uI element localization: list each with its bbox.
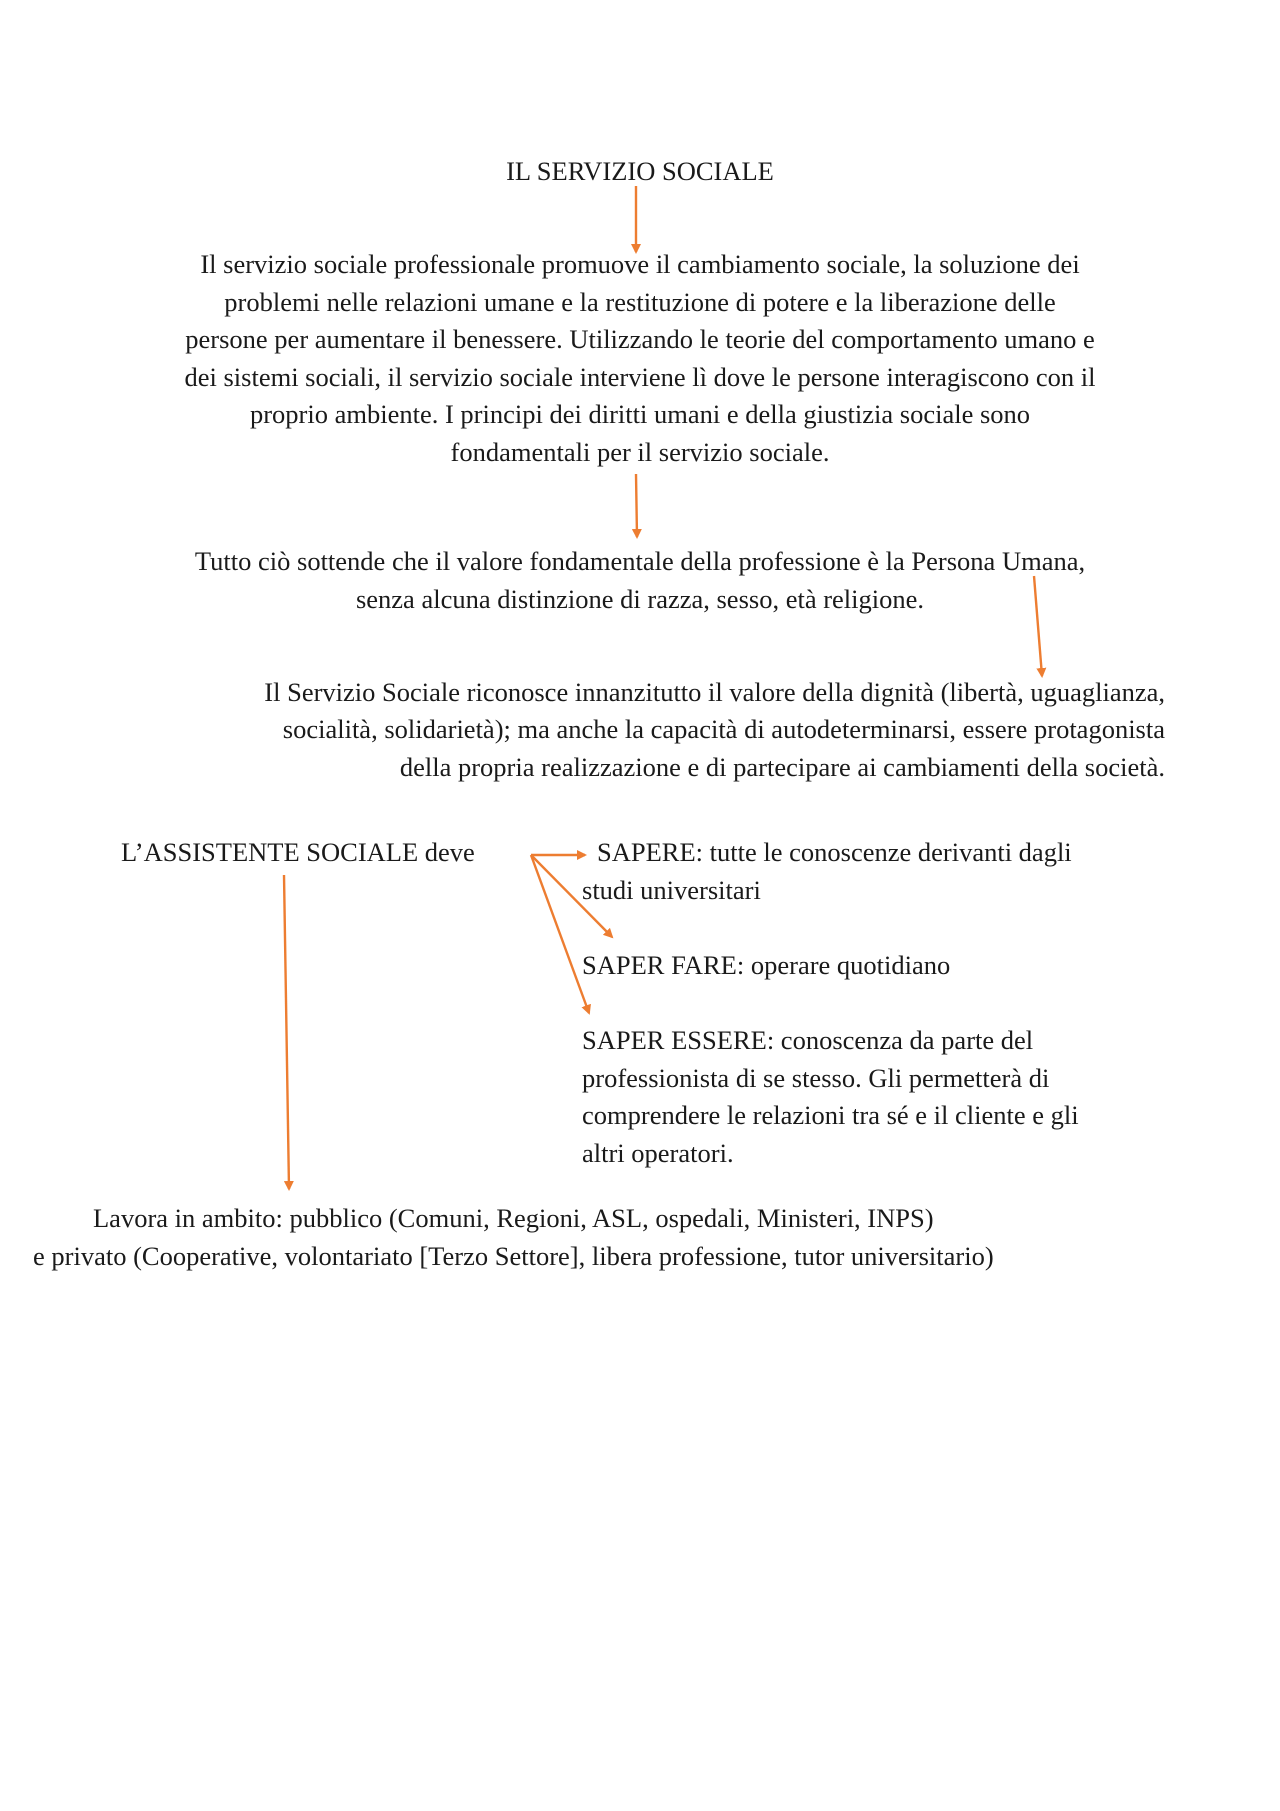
paragraph-line: e privato (Cooperative, volontariato [Terzo Settore], libera professione, tutor universitario) bbox=[33, 1241, 994, 1271]
sapere-line: SAPERE: tutte le conoscenze derivanti dagli bbox=[597, 837, 1072, 867]
saper-essere-line: comprendere le relazioni tra sé e il cliente e gli bbox=[582, 1100, 1079, 1130]
paragraph-line: Il Servizio Sociale riconosce innanzitutto il valore della dignità (libertà, uguaglianza, bbox=[264, 677, 1165, 707]
paragraph-line: della propria realizzazione e di partecipare ai cambiamenti della società. bbox=[399, 752, 1165, 782]
paragraph-line: problemi nelle relazioni umane e la restituzione di potere e la liberazione delle bbox=[224, 286, 1056, 317]
paragraph-line: Il servizio sociale professionale promuove il cambiamento sociale, la soluzione dei bbox=[200, 249, 1080, 279]
assistente-sociale-label: L’ASSISTENTE SOCIALE deve bbox=[121, 837, 475, 867]
arrow-to-lavora bbox=[284, 875, 289, 1189]
paragraph-line: senza alcuna distinzione di razza, sesso, età religione. bbox=[355, 584, 925, 614]
paragraph-line: proprio ambiente. I principi dei diritti umani e della giustizia sociale sono bbox=[249, 399, 1031, 429]
sapere-line: studi universitari bbox=[582, 875, 761, 905]
saper-essere-line: altri operatori. bbox=[582, 1138, 734, 1168]
saper-essere-line: SAPER ESSERE: conoscenza da parte del bbox=[582, 1025, 1034, 1055]
arrow-definition-to-value bbox=[636, 474, 637, 537]
paragraph-line: fondamentali per il servizio sociale. bbox=[450, 436, 830, 467]
arrow-to-saper-essere bbox=[531, 855, 589, 1013]
paragraph-line: Lavora in ambito: pubblico (Comuni, Regioni, ASL, ospedali, Ministeri, INPS) bbox=[93, 1203, 934, 1233]
saper-fare-line: SAPER FARE: operare quotidiano bbox=[582, 950, 951, 980]
paragraph-line: socialità, solidarietà); ma anche la capacità di autodeterminarsi, essere protagonista bbox=[282, 714, 1165, 744]
paragraph-line: persone per aumentare il benessere. Utilizzando le teorie del comportamento umano e bbox=[185, 324, 1095, 354]
page-title: IL SERVIZIO SOCIALE bbox=[506, 156, 774, 186]
saper-essere-line: professionista di se stesso. Gli permetterà di bbox=[582, 1063, 1050, 1093]
paragraph-line: Tutto ciò sottende che il valore fondamentale della professione è la Persona Umana, bbox=[194, 546, 1086, 576]
paragraph-line: dei sistemi sociali, il servizio sociale interviene lì dove le persone interagiscono con il bbox=[184, 361, 1096, 392]
